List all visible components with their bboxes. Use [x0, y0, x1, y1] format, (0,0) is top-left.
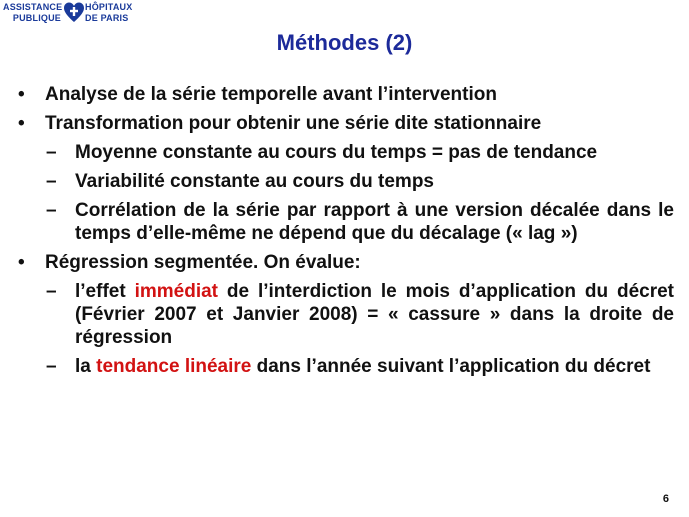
- sub-bullet-text: l’effet immédiat de l’interdiction le mois d’application du décret (Février 2007 et Janvier 2008) = « cassure » dans la droite de régression: [75, 281, 675, 348]
- sub-bullet-item: [18, 199, 674, 245]
- sub-bullet-text: Variabilité constante au cours du temps: [75, 171, 434, 192]
- bullet-item: [18, 112, 674, 135]
- sub-bullet-item: [18, 170, 674, 193]
- page-number: 6: [662, 493, 669, 505]
- sub-bullet-item: [18, 280, 674, 349]
- logo-left-text: ASSISTANCE PUBLIQUE: [3, 2, 63, 23]
- dash-icon: –: [46, 171, 57, 192]
- bullet-text: Analyse de la série temporelle avant l’intervention: [45, 84, 497, 105]
- heart-cross-icon: [64, 2, 84, 24]
- bullet-text: Régression segmentée. On évalue:: [45, 252, 361, 273]
- bullet-item: [18, 83, 674, 106]
- bullet-icon: •: [18, 113, 25, 134]
- dash-icon: –: [46, 356, 57, 377]
- dash-icon: –: [46, 142, 57, 163]
- slide-content: [18, 83, 674, 384]
- highlight-text: tendance linéaire: [96, 356, 252, 377]
- sub-bullet-text: Moyenne constante au cours du temps = pas de tendance: [75, 142, 598, 163]
- logo-right-text: HÔPITAUX DE PARIS: [85, 2, 133, 23]
- bullet-icon: •: [18, 252, 25, 273]
- dash-icon: –: [46, 281, 57, 302]
- highlight-text: immédiat: [134, 281, 218, 302]
- sub-bullet-text: la tendance linéaire dans l’année suivant l’application du décret: [75, 356, 651, 377]
- sub-bullet-text: Corrélation de la série par rapport à une version décalée dans le temps d’elle-même ne dépend que du décalage (« lag »): [75, 200, 674, 244]
- bullet-item: [18, 251, 674, 274]
- slide-title: Méthodes (2): [276, 30, 413, 55]
- bullet-icon: •: [18, 84, 25, 105]
- sub-bullet-item: [18, 141, 674, 164]
- aphp-logo: [3, 2, 145, 28]
- bullet-text: Transformation pour obtenir une série dite stationnaire: [45, 113, 542, 134]
- sub-bullet-item: [18, 355, 674, 378]
- dash-icon: –: [46, 200, 57, 221]
